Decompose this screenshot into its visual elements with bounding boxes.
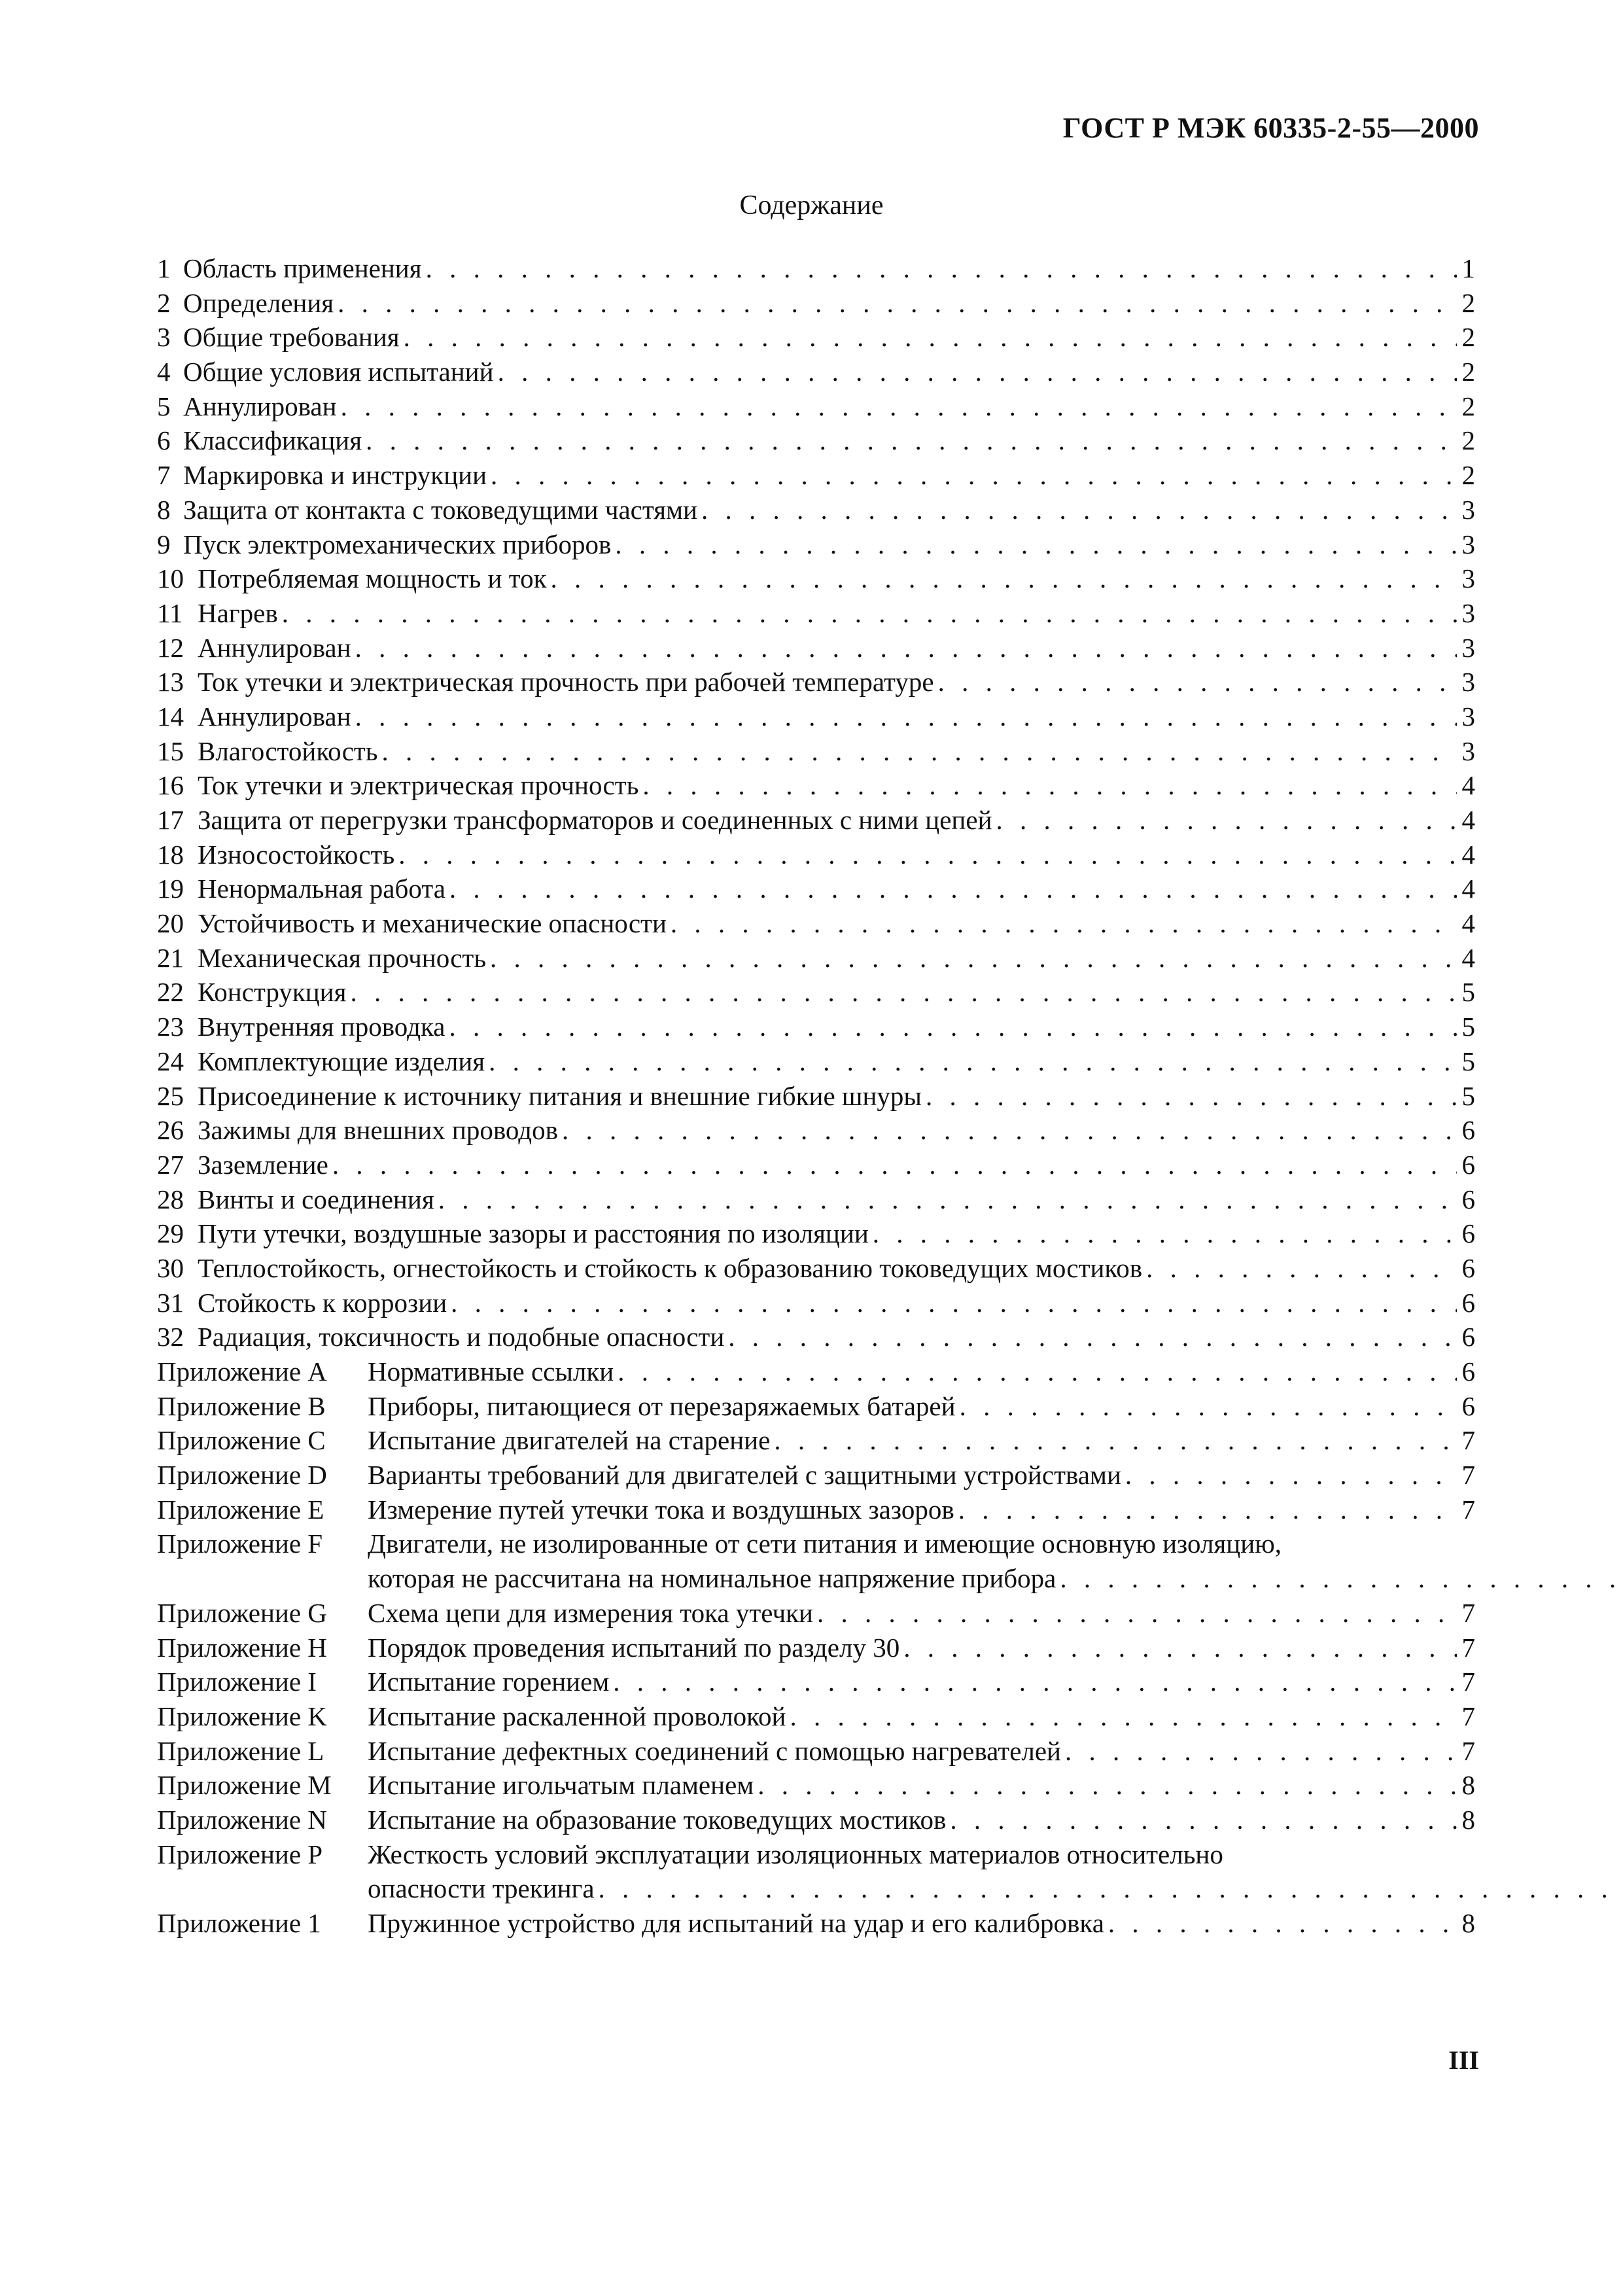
page-number: 8 — [1461, 1770, 1475, 1801]
toc-entry-section — [157, 1010, 1475, 1044]
page-number: 3 — [1461, 667, 1475, 698]
toc-entry-section — [157, 1182, 1475, 1217]
page-number: 6 — [1461, 1322, 1475, 1352]
toc-entry-appendix — [157, 1803, 1475, 1837]
section-number: 6 — [157, 425, 171, 456]
appendix-label: Приложение K — [157, 1701, 327, 1731]
leader-dots — [451, 1286, 1457, 1320]
page-number: 3 — [1461, 494, 1475, 525]
page-number: 4 — [1461, 805, 1475, 835]
leader-dots — [774, 1423, 1457, 1458]
page-number: 1 — [1461, 253, 1475, 283]
page-number: 2 — [1461, 460, 1475, 491]
section-number: 21 — [157, 942, 184, 973]
toc-entry-section — [157, 1320, 1475, 1354]
toc-entry-appendix — [157, 1389, 1475, 1424]
toc-entry-section — [157, 286, 1475, 321]
section-title: Заземление — [198, 1149, 328, 1180]
page-number: 7 — [1461, 1425, 1475, 1456]
appendix-title: Двигатели, не изолированные от сети питания и имеющие основную изоляцию, — [368, 1528, 1282, 1559]
appendix-label: Приложение C — [157, 1425, 326, 1456]
section-number: 23 — [157, 1012, 184, 1042]
page-number: 6 — [1461, 1149, 1475, 1180]
leader-dots — [338, 286, 1457, 321]
appendix-label: Приложение E — [157, 1494, 324, 1525]
page-number: 6 — [1461, 1356, 1475, 1386]
leader-dots — [449, 1010, 1457, 1044]
leader-dots — [938, 665, 1457, 699]
toc-entry-appendix — [157, 1699, 1475, 1734]
section-number: 16 — [157, 770, 184, 801]
section-number: 31 — [157, 1287, 184, 1318]
toc-entry-section — [157, 941, 1475, 976]
toc-entry-appendix — [157, 1492, 1475, 1527]
section-number: 28 — [157, 1184, 184, 1214]
section-title: Комплектующие изделия — [198, 1046, 485, 1076]
section-title: Конструкция — [198, 977, 347, 1008]
page-number: 7 — [1461, 1494, 1475, 1525]
appendix-title: Испытание раскаленной проволокой — [368, 1701, 786, 1731]
toc-entry-section — [157, 872, 1475, 906]
leader-dots — [642, 768, 1457, 803]
section-title: Маркировка и инструкции — [183, 460, 487, 491]
leader-dots — [817, 1596, 1457, 1631]
page-number: 3 — [1461, 563, 1475, 594]
leader-dots — [382, 734, 1457, 769]
toc-entry-section — [157, 1079, 1475, 1114]
page-number: 3 — [1461, 701, 1475, 732]
page-number: 7 — [1461, 1735, 1475, 1766]
page-number: 7 — [1461, 1597, 1475, 1628]
appendix-label: Приложение I — [157, 1667, 317, 1697]
appendix-title: Испытание на образование токоведущих мостиков — [368, 1804, 947, 1835]
toc-entry-section — [157, 734, 1475, 769]
leader-dots — [671, 906, 1457, 941]
section-title: Механическая прочность — [198, 942, 487, 973]
page-number: 4 — [1461, 908, 1475, 939]
section-number: 10 — [157, 563, 184, 594]
section-number: 14 — [157, 701, 184, 732]
appendix-label: Приложение M — [157, 1770, 332, 1801]
section-title: Общие условия испытаний — [183, 357, 494, 387]
toc-entry-appendix — [157, 1596, 1475, 1631]
toc-entry-section — [157, 1148, 1475, 1182]
section-number: 22 — [157, 977, 184, 1008]
toc-entry-section — [157, 631, 1475, 665]
section-number: 20 — [157, 908, 184, 939]
section-number: 15 — [157, 735, 184, 766]
page-number: 6 — [1461, 1218, 1475, 1249]
section-title: Аннулирован — [183, 391, 337, 421]
leader-dots — [1125, 1458, 1457, 1492]
appendix-label: Приложение B — [157, 1390, 326, 1421]
appendix-title: Жесткость условий эксплуатации изоляционных материалов относительно — [368, 1839, 1223, 1869]
section-title: Аннулирован — [198, 632, 351, 663]
toc-title: Содержание — [739, 190, 884, 221]
leader-dots — [1146, 1251, 1457, 1286]
leader-dots — [903, 1631, 1457, 1665]
page-number: 2 — [1461, 322, 1475, 353]
leader-dots — [960, 1389, 1457, 1424]
appendix-title-continued: которая не рассчитана на номинальное напряжение прибора — [368, 1563, 1056, 1594]
leader-dots — [551, 561, 1457, 596]
toc-entry-section — [157, 768, 1475, 803]
leader-dots — [498, 355, 1457, 389]
section-number: 27 — [157, 1149, 184, 1180]
section-number: 19 — [157, 874, 184, 904]
section-title: Защита от перегрузки трансформаторов и соединенных с ними цепей — [198, 805, 992, 835]
toc-entry-section — [157, 838, 1475, 872]
page-number: 7 — [1461, 1460, 1475, 1491]
section-number: 32 — [157, 1322, 184, 1352]
page-number: 7 — [1461, 1632, 1475, 1663]
page-number: 8 — [1461, 1908, 1475, 1939]
page-number: 4 — [1461, 874, 1475, 904]
page-number: 6 — [1461, 1390, 1475, 1421]
appendix-title: Измерение путей утечки тока и воздушных зазоров — [368, 1494, 954, 1525]
page-number: 5 — [1461, 1046, 1475, 1076]
leader-dots — [341, 389, 1457, 424]
page-number: 6 — [1461, 1252, 1475, 1283]
toc-entry-section — [157, 1251, 1475, 1286]
section-title: Защита от контакта с токоведущими частями — [183, 494, 697, 525]
leader-dots — [438, 1182, 1457, 1217]
section-number: 7 — [157, 460, 171, 491]
appendix-label: Приложение А — [157, 1356, 327, 1386]
section-title: Область применения — [183, 253, 422, 283]
appendix-label: Приложение F — [157, 1528, 323, 1559]
toc-entry-appendix — [157, 1423, 1475, 1458]
section-title: Радиация, токсичность и подобные опасности — [198, 1322, 725, 1352]
leader-dots — [615, 527, 1457, 562]
toc-entry-appendix — [157, 1354, 1475, 1389]
page-number: 4 — [1461, 942, 1475, 973]
section-title: Стойкость к коррозии — [198, 1287, 447, 1318]
page-number: 4 — [1461, 839, 1475, 870]
appendix-label: Приложение H — [157, 1632, 327, 1663]
section-number: 1 — [157, 253, 171, 283]
leader-dots — [366, 423, 1457, 458]
toc-entry-appendix — [157, 1631, 1475, 1665]
section-title: Винты и соединения — [198, 1184, 434, 1214]
page-number: 8 — [1461, 1804, 1475, 1835]
document-code-header: ГОСТ Р МЭК 60335-2-55—2000 — [1062, 112, 1479, 144]
toc-entry-section — [157, 561, 1475, 596]
leader-dots — [926, 1079, 1457, 1114]
page-number: 2 — [1461, 425, 1475, 456]
table-of-contents — [157, 251, 1475, 1941]
section-title: Устойчивость и механические опасности — [198, 908, 667, 939]
section-title: Определения — [183, 287, 334, 318]
toc-entry-appendix — [157, 1527, 1475, 1595]
page-number: 2 — [1461, 287, 1475, 318]
leader-dots — [350, 975, 1457, 1010]
section-number: 12 — [157, 632, 184, 663]
leader-dots — [491, 458, 1457, 493]
toc-entry-section — [157, 1286, 1475, 1320]
leader-dots — [489, 1044, 1457, 1079]
section-title: Пуск электромеханических приборов — [183, 529, 612, 559]
toc-entry-section — [157, 975, 1475, 1010]
leader-dots — [701, 493, 1457, 527]
toc-entry-section — [157, 389, 1475, 424]
section-title: Классификация — [183, 425, 362, 456]
toc-entry-appendix — [157, 1458, 1475, 1492]
toc-entry-section — [157, 355, 1475, 389]
section-title: Внутренняя проводка — [198, 1012, 445, 1042]
toc-entry-section — [157, 493, 1475, 527]
section-title: Нагрев — [198, 597, 278, 628]
appendix-title: Испытание двигателей на старение — [368, 1425, 771, 1456]
page-number: 7 — [1461, 1667, 1475, 1697]
appendix-title: Нормативные ссылки — [368, 1356, 614, 1386]
section-title: Ток утечки и электрическая прочность — [198, 770, 639, 801]
toc-entry-section — [157, 458, 1475, 493]
section-number: 3 — [157, 322, 171, 353]
leader-dots — [449, 872, 1457, 906]
section-title: Потребляемая мощность и ток — [198, 563, 547, 594]
page-number: 6 — [1461, 1184, 1475, 1214]
toc-entry-appendix — [157, 1906, 1475, 1941]
appendix-title: Испытание дефектных соединений с помощью нагревателей — [368, 1735, 1061, 1766]
section-number: 29 — [157, 1218, 184, 1249]
leader-dots — [790, 1699, 1457, 1734]
section-number: 8 — [157, 494, 171, 525]
section-title: Общие требования — [183, 322, 400, 353]
leader-dots — [758, 1768, 1457, 1803]
appendix-label: Приложение N — [157, 1804, 327, 1835]
appendix-title: Схема цепи для измерения тока утечки — [368, 1597, 813, 1628]
section-title: Пути утечки, воздушные зазоры и расстояния по изоляции — [198, 1218, 869, 1249]
section-number: 13 — [157, 667, 184, 698]
toc-entry-section — [157, 906, 1475, 941]
appendix-label: Приложение G — [157, 1597, 327, 1628]
section-title: Влагостойкость — [198, 735, 378, 766]
page-number: 6 — [1461, 1287, 1475, 1318]
section-number: 11 — [157, 597, 183, 628]
toc-entry-appendix — [157, 1837, 1475, 1906]
toc-entry-section — [157, 251, 1475, 286]
page-number: 3 — [1461, 597, 1475, 628]
toc-entry-section — [157, 1113, 1475, 1148]
appendix-title: Приборы, питающиеся от перезаряжаемых батарей — [368, 1390, 956, 1421]
section-title: Ненормальная работа — [198, 874, 445, 904]
section-number: 25 — [157, 1080, 184, 1111]
section-number: 2 — [157, 287, 171, 318]
toc-entry-appendix — [157, 1768, 1475, 1803]
leader-dots — [996, 803, 1457, 838]
appendix-title-continued: опасности трекинга — [368, 1873, 595, 1904]
leader-dots — [355, 631, 1457, 665]
page-number: 5 — [1461, 1080, 1475, 1111]
appendix-label: Приложение L — [157, 1735, 324, 1766]
toc-entry-section — [157, 1044, 1475, 1079]
section-title: Присоединение к источнику питания и внешние гибкие шнуры — [198, 1080, 922, 1111]
appendix-title: Пружинное устройство для испытаний на удар и его калибровка — [368, 1908, 1104, 1939]
leader-dots — [958, 1492, 1457, 1527]
toc-entry-section — [157, 423, 1475, 458]
toc-entry-section — [157, 527, 1475, 562]
appendix-title: Порядок проведения испытаний по разделу 30 — [368, 1632, 900, 1663]
leader-dots — [1060, 1561, 1623, 1596]
page-number: 5 — [1461, 1012, 1475, 1042]
toc-entry-appendix — [157, 1665, 1475, 1699]
toc-entry-section — [157, 699, 1475, 734]
page-number-roman: III — [1448, 2045, 1479, 2075]
appendix-label: Приложение 1 — [157, 1908, 321, 1939]
section-title: Ток утечки и электрическая прочность при рабочей температуре — [198, 667, 934, 698]
leader-dots — [562, 1113, 1457, 1148]
section-number: 5 — [157, 391, 171, 421]
page-number: 4 — [1461, 770, 1475, 801]
section-title: Зажимы для внешних проводов — [198, 1115, 558, 1146]
page-number: 2 — [1461, 391, 1475, 421]
page-number: 3 — [1461, 632, 1475, 663]
leader-dots — [950, 1803, 1457, 1837]
section-title: Аннулирован — [198, 701, 351, 732]
section-number: 9 — [157, 529, 171, 559]
page-number: 6 — [1461, 1115, 1475, 1146]
leader-dots — [1108, 1906, 1457, 1941]
page-number: 5 — [1461, 977, 1475, 1008]
leader-dots — [599, 1871, 1623, 1906]
toc-entry-section — [157, 803, 1475, 838]
leader-dots — [398, 838, 1457, 872]
appendix-title: Испытание горением — [368, 1667, 610, 1697]
section-number: 24 — [157, 1046, 184, 1076]
appendix-label: Приложение P — [157, 1839, 323, 1869]
leader-dots — [355, 699, 1457, 734]
toc-entry-section — [157, 665, 1475, 699]
appendix-title: Испытание игольчатым пламенем — [368, 1770, 754, 1801]
toc-entry-section — [157, 320, 1475, 355]
page-number: 3 — [1461, 735, 1475, 766]
toc-entry-section — [157, 596, 1475, 631]
leader-dots — [490, 941, 1457, 976]
leader-dots — [1065, 1734, 1457, 1769]
leader-dots — [404, 320, 1457, 355]
section-title: Износостойкость — [198, 839, 395, 870]
leader-dots — [873, 1216, 1457, 1251]
toc-entry-section — [157, 1216, 1475, 1251]
appendix-label: Приложение D — [157, 1460, 327, 1491]
leader-dots — [332, 1148, 1457, 1182]
section-number: 26 — [157, 1115, 184, 1146]
leader-dots — [282, 596, 1457, 631]
section-number: 18 — [157, 839, 184, 870]
page-number: 7 — [1461, 1701, 1475, 1731]
section-number: 30 — [157, 1252, 184, 1283]
section-title: Теплостойкость, огнестойкость и стойкость к образованию токоведущих мостиков — [198, 1252, 1143, 1283]
leader-dots — [613, 1665, 1457, 1699]
leader-dots — [426, 251, 1457, 286]
section-number: 4 — [157, 357, 171, 387]
leader-dots — [728, 1320, 1457, 1354]
page-number: 3 — [1461, 529, 1475, 559]
toc-entry-appendix — [157, 1734, 1475, 1769]
section-number: 17 — [157, 805, 184, 835]
page-number: 2 — [1461, 357, 1475, 387]
appendix-title: Варианты требований для двигателей с защитными устройствами — [368, 1460, 1121, 1491]
leader-dots — [618, 1354, 1457, 1389]
